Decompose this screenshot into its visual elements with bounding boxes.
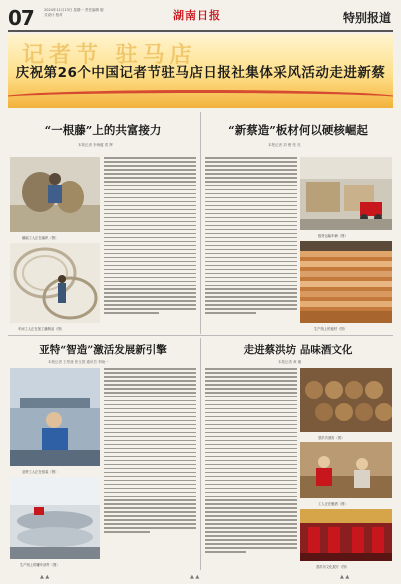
- article-title-wine: 走进蔡洪坊 品味酒文化: [243, 344, 353, 356]
- column-divider-bottom: [200, 338, 201, 570]
- footer-mark-right: ▲ ▲: [340, 574, 350, 580]
- newspaper-masthead: 湖南日报: [173, 9, 221, 22]
- photo-board-storage: [300, 157, 392, 230]
- article-byline-wine: 本报记者 黄 娜: [278, 360, 302, 364]
- row-divider: [8, 335, 393, 336]
- article-byline-rattan: 本报记者 李海蕴 郑 辉: [78, 143, 113, 147]
- photo-rattan-products: [10, 243, 100, 323]
- page-footer: [0, 572, 401, 584]
- caption-board-stack: 生产线上的板材（图）: [314, 327, 347, 331]
- event-banner: [8, 34, 393, 108]
- header-divider: [8, 30, 393, 32]
- article-byline-board: 本报记者 刘 俊 张 亮: [268, 143, 301, 147]
- article-body-wine: [205, 368, 297, 555]
- page-number: 07: [8, 6, 34, 30]
- caption-wine-cellar: 蔡洪坊酒窖（图）: [318, 436, 345, 440]
- caption-rattan-products: 车间工人正在加工藤制品（图）: [18, 327, 65, 331]
- caption-yate-tanks: 生产线上的罐车部件（图）: [20, 563, 60, 567]
- column-divider-top: [200, 112, 201, 334]
- caption-wine-hall: 蔡洪坊文化展厅（图）: [316, 565, 349, 569]
- caption-rattan-work: 藤编工人正在编织（图）: [22, 236, 59, 240]
- footer-mark-middle: ▲ ▲: [190, 574, 200, 580]
- article-body-yate: [104, 368, 196, 535]
- date-line: 2024年11月13日 星期一 责任编辑 版式设计 校对: [44, 8, 104, 17]
- photo-wine-cellar: [300, 368, 392, 432]
- photo-wine-making: [300, 442, 392, 498]
- banner-title: 庆祝第26个中国记者节驻马店日报社集体采风活动走进新蔡: [15, 65, 386, 81]
- photo-wine-hall: [300, 509, 392, 561]
- section-title: 特别报道: [342, 11, 391, 25]
- article-title-board: “新蔡造”板材何以硬核崛起: [228, 123, 368, 137]
- article-byline-yate: 本报记者 王景战 张玉国 通讯员 李晓一: [48, 360, 109, 364]
- caption-yate-worker: 亚特工人正在组装（图）: [22, 470, 59, 474]
- article-body-rattan: [104, 157, 196, 316]
- photo-rattan-work: [10, 157, 100, 232]
- caption-wine-making: 工人正在酿酒（图）: [318, 502, 348, 506]
- photo-yate-tanks: [10, 477, 100, 559]
- photo-board-stack: [300, 241, 392, 323]
- caption-board-storage: 板材运输车辆（图）: [318, 234, 348, 238]
- article-body-board: [205, 157, 297, 316]
- page-header: [0, 0, 401, 32]
- article-title-rattan: “一根藤”上的共富接力: [44, 123, 162, 137]
- article-title-yate: 亚特“智造”激活发展新引擎: [39, 344, 167, 356]
- footer-mark-left: ▲ ▲: [40, 574, 50, 580]
- photo-yate-worker: [10, 368, 100, 466]
- banner-swoosh: [8, 90, 393, 106]
- banner-background-text: 记者节 驻马店: [22, 42, 197, 68]
